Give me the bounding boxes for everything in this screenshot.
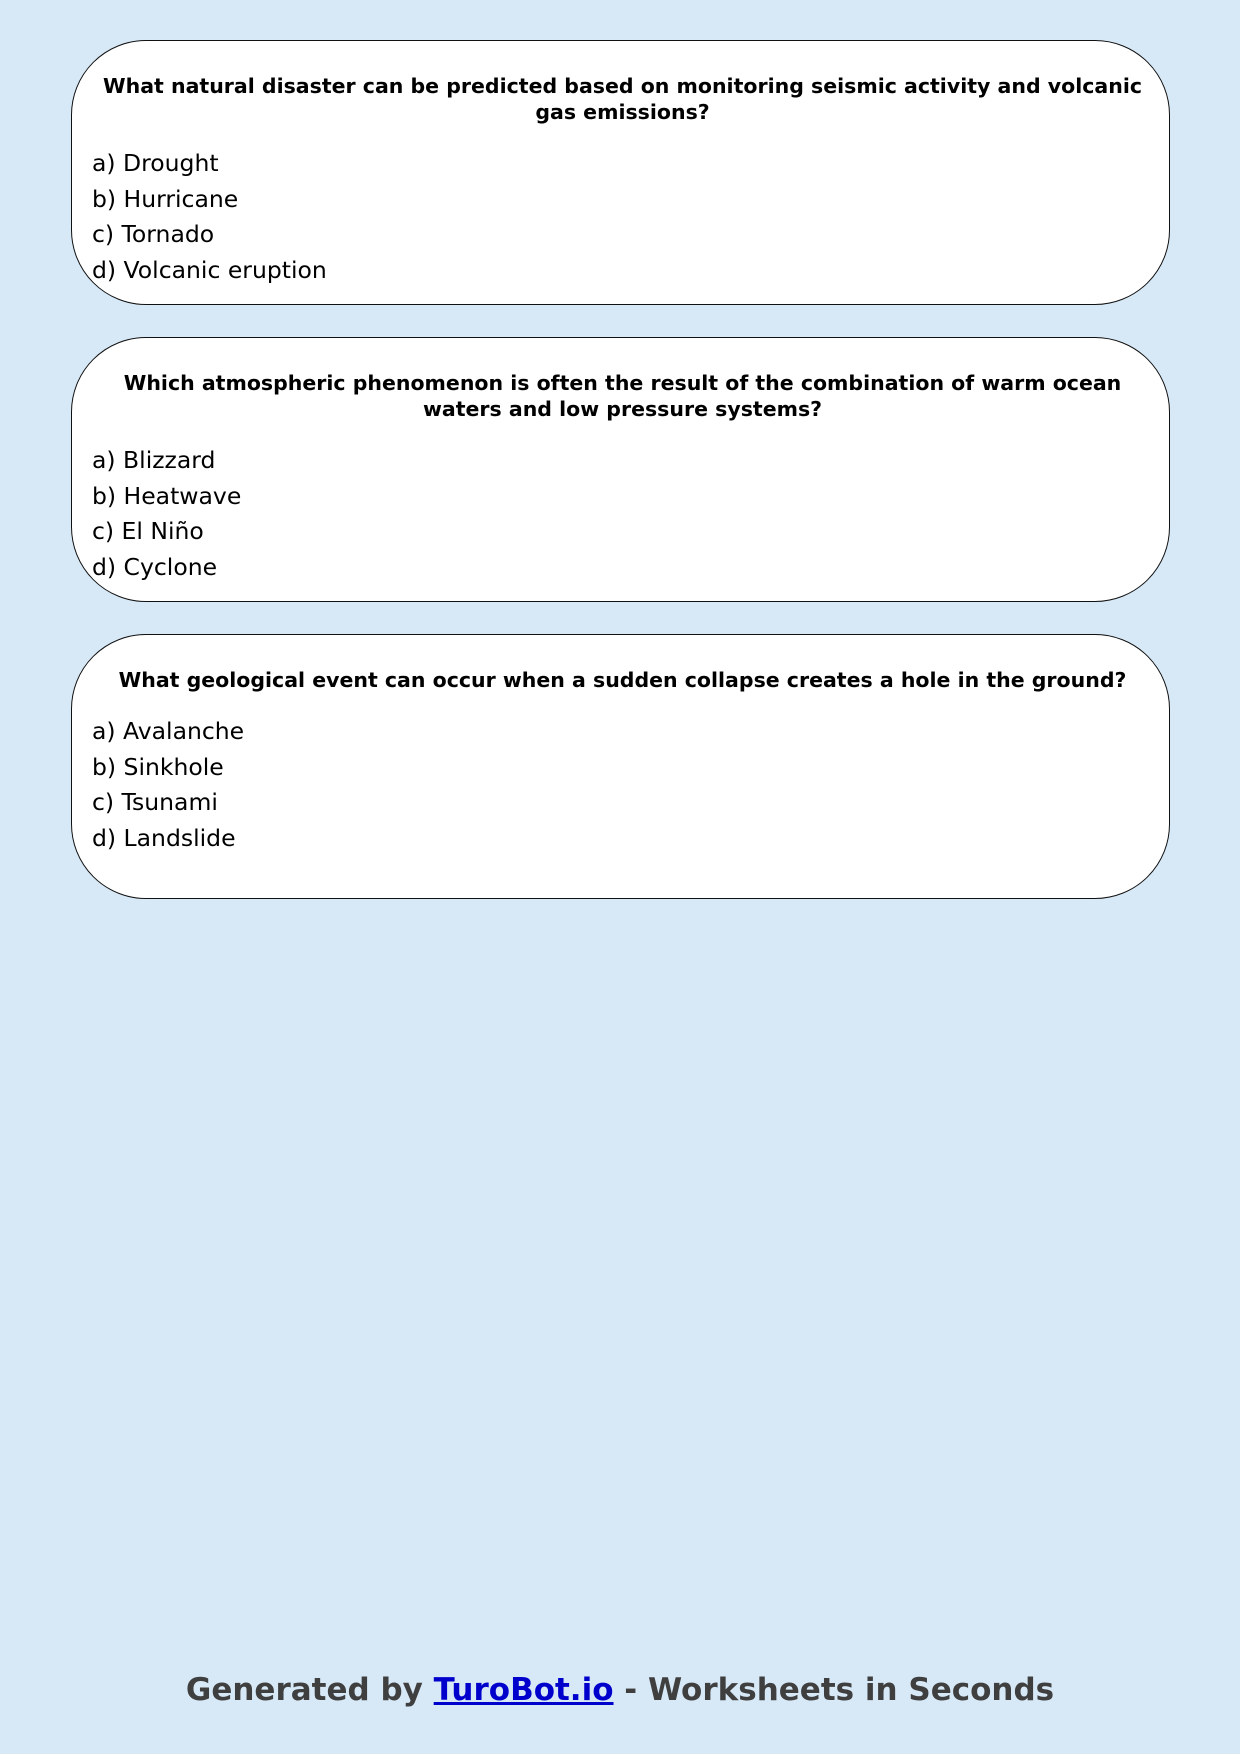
question-text: Which atmospheric phenomenon is often the result of the combination of warm ocean waters and low pressure systems?: [123, 371, 1122, 421]
option-list: [92, 714, 1153, 856]
option-list: [92, 146, 1153, 288]
option-c: c) Tornado: [92, 220, 215, 248]
footer-suffix: - Worksheets in Seconds: [613, 1672, 1055, 1708]
question-card-3: [71, 634, 1170, 899]
option-list: [92, 443, 1153, 585]
option-b: b) Heatwave: [92, 481, 242, 510]
option-d: d) Landslide: [92, 823, 236, 852]
question-text: What geological event can occur when a sudden collapse creates a hole in the ground?: [118, 668, 1127, 692]
option-c: c) Tsunami: [92, 788, 218, 816]
option-c: c) El Niño: [92, 517, 204, 545]
option-b: b) Sinkhole: [92, 752, 224, 781]
question-text: What natural disaster can be predicted based on monitoring seismic activity and volcanic gas emissions?: [103, 74, 1142, 124]
option-d: d) Volcanic eruption: [92, 255, 327, 284]
option-a: a) Drought: [92, 149, 219, 177]
question-card-2: [71, 337, 1170, 602]
turobot-link[interactable]: TuroBot.io: [433, 1672, 614, 1708]
worksheet: [71, 40, 1170, 931]
footer: [0, 1672, 1240, 1708]
question-card-1: [71, 40, 1170, 305]
option-b: b) Hurricane: [92, 184, 239, 213]
footer-prefix: Generated by: [185, 1672, 434, 1708]
option-a: a) Avalanche: [92, 717, 245, 745]
option-a: a) Blizzard: [92, 446, 216, 474]
option-d: d) Cyclone: [92, 552, 218, 581]
